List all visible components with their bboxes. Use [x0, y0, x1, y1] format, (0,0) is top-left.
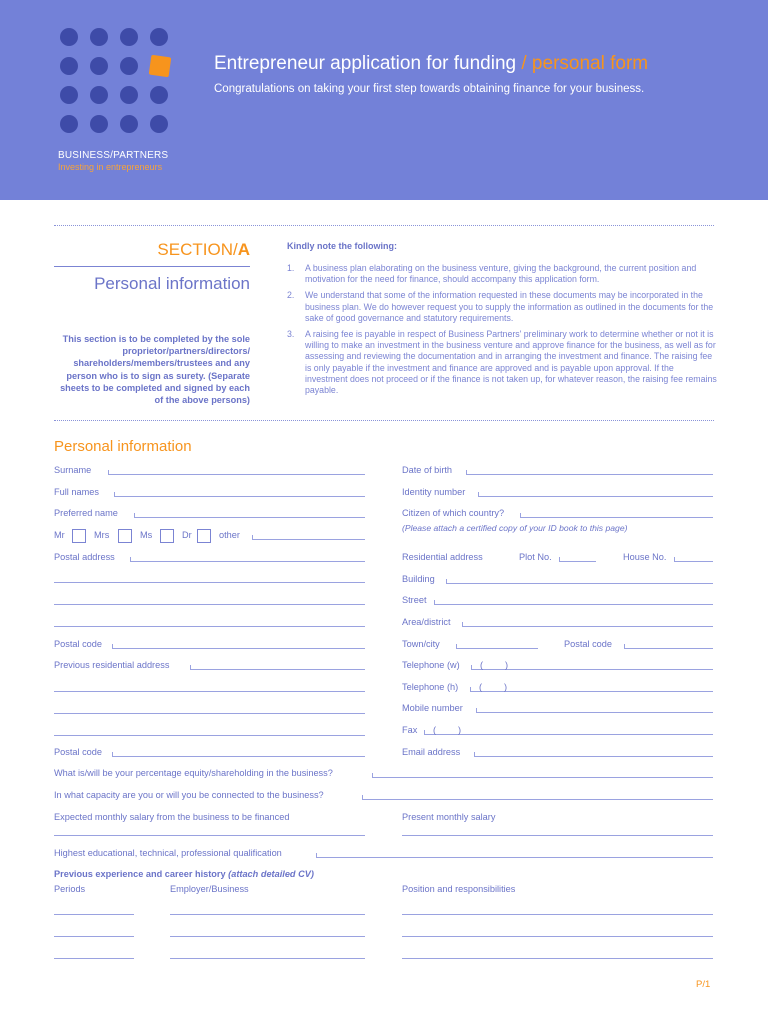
building-field[interactable] — [446, 583, 713, 584]
capacity-label: In what capacity are you or will you be connected to the business? — [54, 790, 324, 800]
postal-address-line[interactable] — [54, 626, 365, 627]
brand-tagline: Investing in entrepreneurs — [58, 162, 163, 172]
paren: ) — [458, 725, 462, 735]
title-other-field[interactable] — [252, 539, 365, 540]
list-item: 1. A business plan elaborating on the business venture, giving the background, the current position and motivation for the need for finance, should accompany this application form. — [287, 263, 697, 285]
surname-label: Surname — [54, 465, 92, 475]
previous-address-line[interactable] — [54, 735, 365, 736]
notes-heading: Kindly note the following: — [287, 241, 397, 251]
postal-address-line[interactable] — [54, 604, 365, 605]
expected-salary-field[interactable] — [54, 835, 365, 836]
previous-address-line[interactable] — [54, 691, 365, 692]
area-field[interactable] — [462, 626, 713, 627]
town-field[interactable] — [456, 648, 538, 649]
house-no-label: House No. — [623, 552, 667, 562]
expected-salary-label: Expected monthly salary from the business to be financed — [54, 812, 290, 822]
postal-address-label: Postal address — [54, 552, 115, 562]
capacity-field[interactable] — [362, 799, 713, 800]
col-periods: Periods — [54, 884, 86, 894]
mobile-label: Mobile number — [402, 703, 463, 713]
preferred-name-field[interactable] — [134, 517, 365, 518]
area-label: Area/district — [402, 617, 451, 627]
fax-label: Fax — [402, 725, 418, 735]
position-field[interactable] — [402, 914, 713, 915]
periods-field[interactable] — [54, 936, 134, 937]
paren: ) — [504, 682, 508, 692]
section-instructions: This section is to be completed by the sole proprietor/partners/directors/ shareholders/members/trustees and any person who is to sign as surety. (Separate sheets to be completed and signed by each of the above persons) — [60, 334, 250, 406]
title-other-label: other — [219, 530, 240, 540]
equity-field[interactable] — [372, 777, 713, 778]
title-mr-label: Mr — [54, 530, 65, 540]
periods-field[interactable] — [54, 914, 134, 915]
citizen-field[interactable] — [520, 517, 713, 518]
title-mr-checkbox[interactable] — [72, 529, 86, 543]
list-item: 2. We understand that some of the information requested in these documents may be incorporated in the business plan. We do however request you to supply the information as outlined in the documents for the sake of good governance and statutory requirements. — [287, 290, 714, 323]
header-banner — [0, 0, 768, 200]
postal-code-label: Postal code — [54, 639, 103, 649]
preferred-name-label: Preferred name — [54, 508, 118, 518]
full-names-label: Full names — [54, 487, 99, 497]
email-label: Email address — [402, 747, 461, 757]
surname-field[interactable] — [108, 474, 365, 475]
full-names-field[interactable] — [114, 496, 365, 497]
dob-label: Date of birth — [402, 465, 453, 475]
list-item: 3. A raising fee is payable in respect of Business Partners' preliminary work to determine whether or not it is willing to make an investment in the business venture and approve finance for the business, as well as for assessing and reviewing the documentation and in arranging the investment and finance. The raising fee is only payable if the investment and finance are approved and is payable upon approval. If the investment does not proceed or if the finance is not taken up, for whatever reason, the raising fee remains payable. — [287, 329, 717, 396]
col-position: Position and responsibilities — [402, 884, 516, 894]
position-field[interactable] — [402, 958, 713, 959]
qualification-field[interactable] — [316, 857, 713, 858]
tel-home-label: Telephone (h) — [402, 682, 459, 692]
town-label: Town/city — [402, 639, 440, 649]
previous-address-label: Previous residential address — [54, 660, 170, 670]
employer-field[interactable] — [170, 958, 365, 959]
paren: ( — [479, 682, 483, 692]
previous-address-line[interactable] — [54, 713, 365, 714]
mobile-field[interactable] — [476, 712, 713, 713]
plot-no-field[interactable] — [559, 561, 596, 562]
house-no-field[interactable] — [674, 561, 713, 562]
citizen-note: (Please attach a certified copy of your ID book to this page) — [402, 523, 628, 533]
divider — [54, 266, 250, 267]
col-employer: Employer/Business — [170, 884, 249, 894]
equity-label: What is/will be your percentage equity/shareholding in the business? — [54, 768, 333, 778]
paren: ( — [480, 660, 484, 670]
previous-address-field[interactable] — [190, 669, 365, 670]
position-field[interactable] — [402, 936, 713, 937]
postal-code-field[interactable] — [112, 756, 365, 757]
identity-number-field[interactable] — [478, 496, 713, 497]
section-label: SECTION/A — [157, 240, 250, 259]
page-number: P/1 — [696, 979, 711, 990]
employer-field[interactable] — [170, 936, 365, 937]
page-subtitle: Congratulations on taking your first step towards obtaining finance for your business. — [214, 83, 645, 95]
present-salary-label: Present monthly salary — [402, 812, 496, 822]
title-mrs-label: Mrs — [94, 530, 110, 540]
identity-number-label: Identity number — [402, 487, 466, 497]
residential-address-label: Residential address — [402, 552, 483, 562]
experience-heading: Previous experience and career history (attach detailed CV) — [54, 869, 314, 879]
title-dr-checkbox[interactable] — [197, 529, 211, 543]
building-label: Building — [402, 574, 435, 584]
title-mrs-checkbox[interactable] — [118, 529, 132, 543]
title-ms-checkbox[interactable] — [160, 529, 174, 543]
divider — [54, 225, 714, 226]
postal-code-field[interactable] — [112, 648, 365, 649]
tel-work-label: Telephone (w) — [402, 660, 460, 670]
postal-code-label: Postal code — [564, 639, 613, 649]
divider — [54, 420, 714, 421]
postal-code-label: Postal code — [54, 747, 103, 757]
postal-code-field[interactable] — [624, 648, 713, 649]
present-salary-field[interactable] — [402, 835, 713, 836]
form-heading: Personal information — [54, 438, 192, 455]
fax-field[interactable] — [424, 734, 713, 735]
notes-list — [287, 263, 717, 401]
street-field[interactable] — [434, 604, 713, 605]
paren: ) — [505, 660, 509, 670]
qualification-label: Highest educational, technical, professional qualification — [54, 848, 282, 858]
paren: ( — [433, 725, 437, 735]
brand-name: BUSINESS/PARTNERS — [58, 150, 169, 161]
plot-no-label: Plot No. — [519, 552, 552, 562]
dob-field[interactable] — [466, 474, 713, 475]
postal-address-line[interactable] — [54, 582, 365, 583]
postal-address-field[interactable] — [130, 561, 365, 562]
street-label: Street — [402, 595, 427, 605]
section-title: Personal information — [94, 274, 250, 293]
citizen-label: Citizen of which country? — [402, 508, 505, 518]
title-dr-label: Dr — [182, 530, 192, 540]
email-field[interactable] — [474, 756, 713, 757]
title-ms-label: Ms — [140, 530, 153, 540]
logo-dots — [60, 28, 180, 138]
employer-field[interactable] — [170, 914, 365, 915]
periods-field[interactable] — [54, 958, 134, 959]
page-title: Entrepreneur application for funding / personal form — [214, 53, 649, 74]
